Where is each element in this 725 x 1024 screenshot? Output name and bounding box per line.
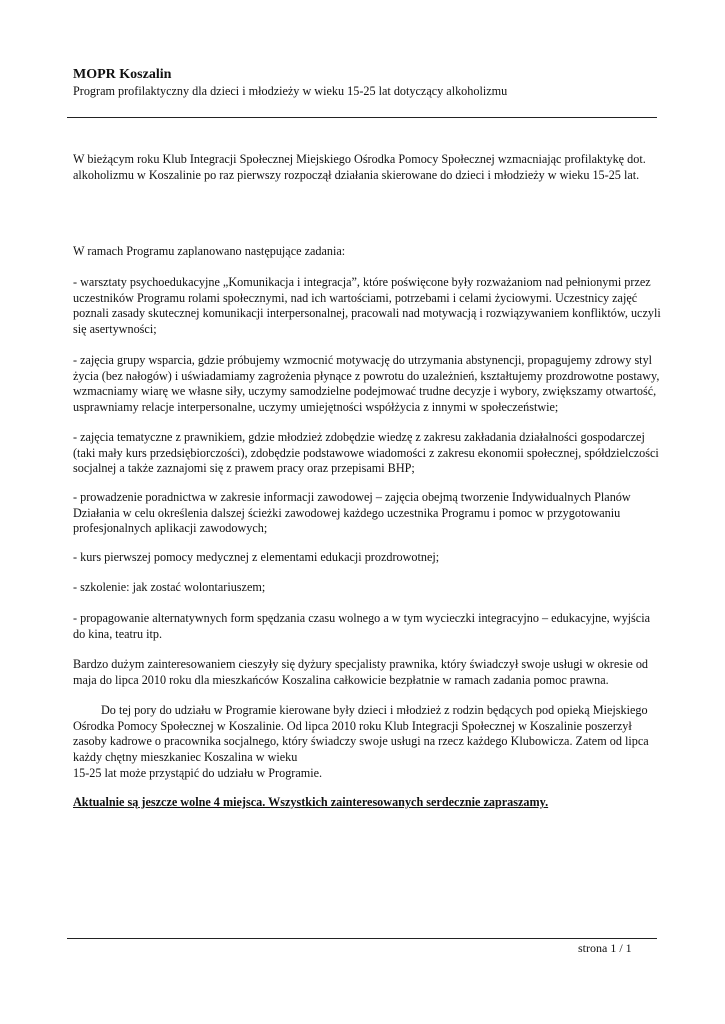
header-divider <box>67 117 657 118</box>
task-item-support-group: - zajęcia grupy wsparcia, gdzie próbujemy wzmocnić motywację do utrzymania abstynencji, propagujemy zdrowy styl życia (bez nałogów) i uświadamiamy zagrożenia płynące z powrotu do uzależnień, kształtujemy prozdrowotne postawy, wzmacniamy wiarę we własne siły, uczymy samodzielne podejmować trudne decyzje i wybory, zwiększamy otwartość, usprawniamy relacje interpersonalne, uczymy umiejętności współżycia z innymi w społeczeństwie; <box>73 353 660 415</box>
task-item-career-counseling: - prowadzenie poradnictwa w zakresie informacji zawodowej – zajęcia obejmą tworzenie Indywidualnych Planów Działania w celu określenia dalszej ścieżki zawodowej każdego uczestnika Programu i pomoc w przygotowaniu profesjonalnych aplikacji zawodowych; <box>73 490 631 536</box>
page-number: strona 1 / 1 <box>578 941 632 955</box>
document-subtitle: Program profilaktyczny dla dzieci i młodzieży w wieku 15-25 lat dotyczący alkoholizmu <box>73 84 508 98</box>
participation-text-end: 15-25 lat może przystąpić do udziału w Programie. <box>73 765 323 780</box>
task-item-first-aid: - kurs pierwszej pomocy medycznej z elementami edukacji prozdrowotnej; <box>73 550 440 564</box>
task-item-lawyer-classes: - zajęcia tematyczne z prawnikiem, gdzie młodzież zdobędzie wiedzę z zakresu zakładania działalności gospodarczej (taki mały kurs przedsiębiorczości), zdobędzie podstawowe wiadomości z zakresu ekonomii społecznej, spółdzielczości socjalnej a także zaznajomi się z prawem pracy oraz przepisami BHP; <box>73 430 659 476</box>
intro-paragraph: W bieżącym roku Klub Integracji Społecznej Miejskiego Ośrodka Pomocy Społecznej wzmacniając profilaktykę dot. alkoholizmu w Koszalinie po raz pierwszy rozpoczął działania skierowane do dzieci i młodzieży w wieku 15-25 lat. <box>73 152 646 182</box>
footer-divider <box>67 938 657 939</box>
call-to-action: Aktualnie są jeszcze wolne 4 miejsca. Wszystkich zainteresowanych serdecznie zapraszamy. <box>73 795 549 809</box>
task-item-leisure-activities: - propagowanie alternatywnych form spędzania czasu wolnego a w tym wycieczki integracyjno – edukacyjne, wyjścia do kina, teatru itp. <box>73 611 650 641</box>
tasks-heading: W ramach Programu zaplanowano następujące zadania: <box>73 244 346 258</box>
task-item-workshops: - warsztaty psychoedukacyjne „Komunikacja i integracja”, które poświęcone były rozważaniom nad pełnionymi przez uczestników Programu rolami społecznymi, nad ich wartościami, potrzebami i celami życiowymi. Uczestnicy zajęć poznali zasady skutecznej komunikacji interpersonalnej, pracowali nad motywacją i rozwiązywaniem konfliktów, uczyli się asertywności; <box>73 275 661 337</box>
participation-text: Do tej pory do udziału w Programie kierowane były dzieci i młodzież z rodzin będących pod opieką Miejskiego Ośrodka Pomocy Społecznej w Koszalinie. Od lipca 2010 roku Klub Integracji Społecznej w Koszalinie poszerzył zasoby kadrowe o pracownika socjalnego, który świadczy swoje usługi na rzecz każdego Klubowicza. Zatem od lipca każdy chętny mieszkaniec Koszalina w wieku <box>73 703 649 765</box>
lawyer-duty-paragraph: Bardzo dużym zainteresowaniem cieszyły się dyżury specjalisty prawnika, który świadczył swoje usługi w okresie od maja do lipca 2010 roku dla mieszkańców Koszalina całkowicie bezpłatnie w ramach zadania pomoc prawna. <box>73 657 649 687</box>
participation-paragraph <box>73 703 663 782</box>
organization-name: MOPR Koszalin <box>73 67 172 82</box>
task-item-volunteer-training: - szkolenie: jak zostać wolontariuszem; <box>73 580 266 594</box>
